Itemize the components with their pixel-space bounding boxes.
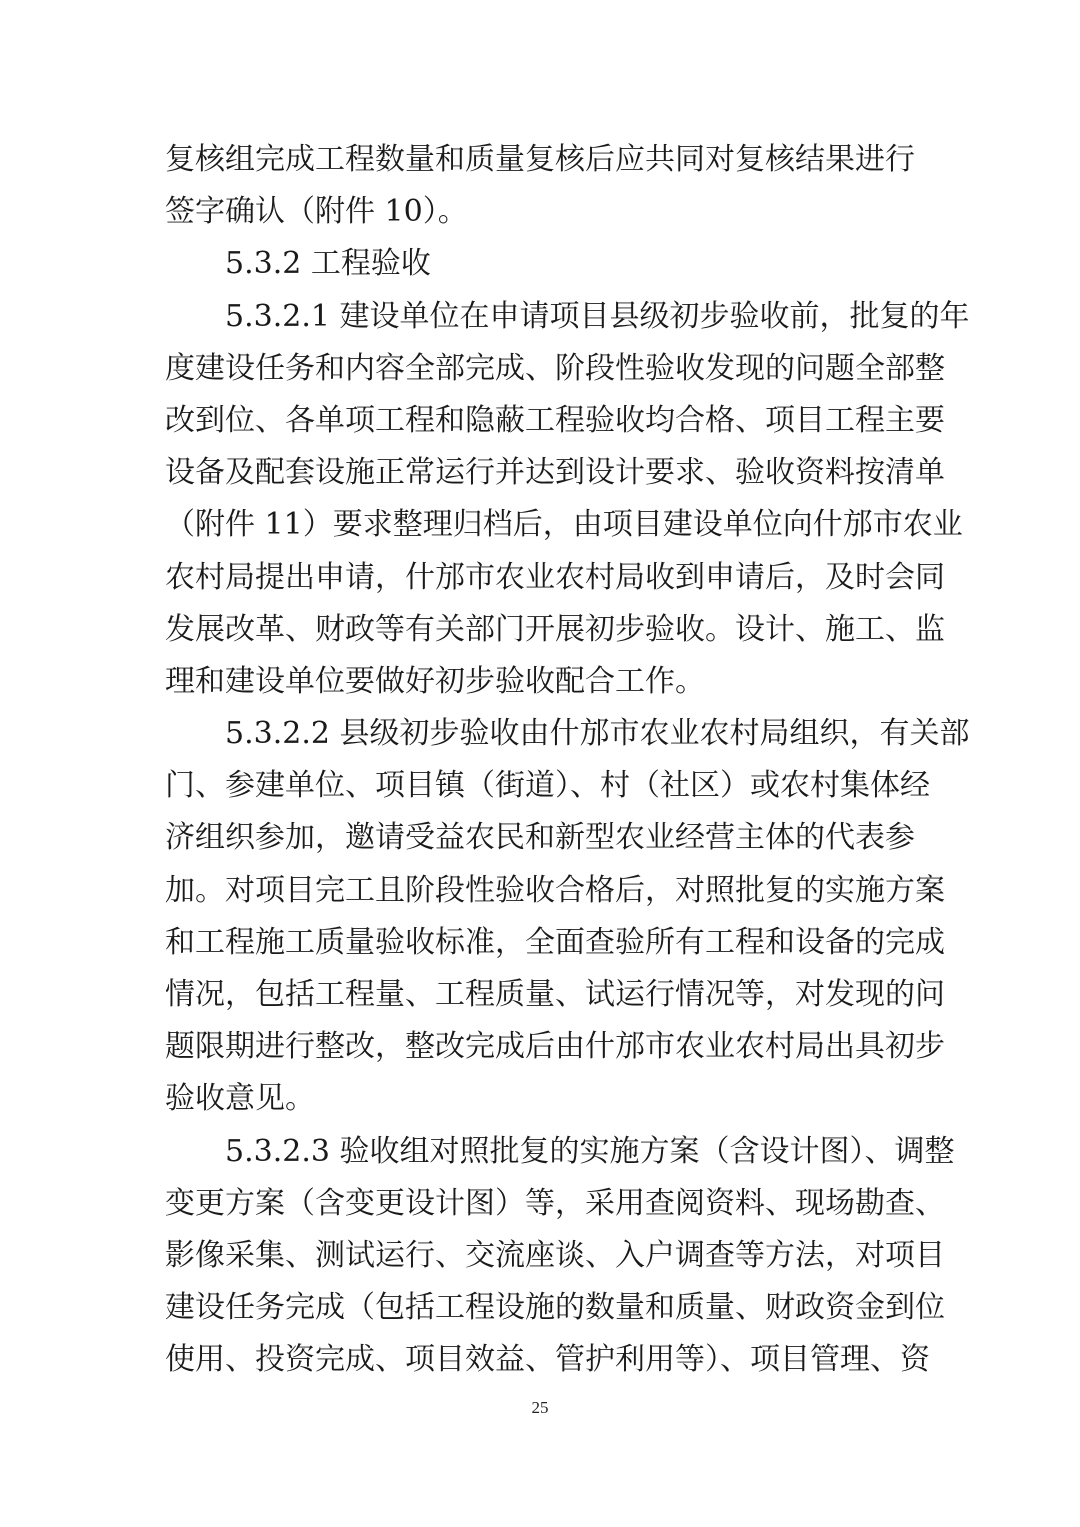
text-line: 5.3.2.1 建设单位在申请项目县级初步验收前，批复的年 — [225, 298, 970, 334]
text-line: 加。对项目完工且阶段性验收合格后，对照批复的实施方案 — [165, 872, 945, 908]
text-line: 改到位、各单项工程和隐蔽工程验收均合格、项目工程主要 — [165, 402, 945, 438]
text-line: 情况，包括工程量、工程质量、试运行情况等，对发现的问 — [165, 977, 945, 1012]
text-line: 复核组完成工程数量和质量复核后应共同对复核结果进行 — [165, 142, 915, 177]
text-line: 门、参建单位、项目镇（街道）、村（社区）或农村集体经 — [165, 768, 930, 804]
text-line: 发展改革、财政等有关部门开展初步验收。设计、施工、监 — [165, 611, 945, 647]
text-line: 和工程施工质量验收标准，全面查验所有工程和设备的完成 — [165, 924, 945, 960]
text-line: 变更方案（含变更设计图）等，采用查阅资料、现场勘查、 — [165, 1185, 945, 1221]
section-heading: 5.3.2 工程验收 — [225, 246, 431, 282]
text-line: 5.3.2.3 验收组对照批复的实施方案（含设计图）、调整 — [225, 1133, 955, 1169]
text-line: 签字确认（附件 10）。 — [165, 194, 468, 230]
text-line: 题限期进行整改，整改完成后由什邡市农业农村局出具初步 — [165, 1029, 945, 1065]
text-line: 济组织参加，邀请受益农民和新型农业经营主体的代表参 — [165, 820, 915, 856]
text-line: （附件 11）要求整理归档后，由项目建设单位向什邡市农业 — [165, 507, 963, 543]
text-line: 设备及配套设施正常运行并达到设计要求、验收资料按清单 — [165, 455, 945, 491]
page-number: 25 — [531, 1398, 549, 1417]
text-line: 度建设任务和内容全部完成、阶段性验收发现的问题全部整 — [165, 350, 945, 386]
body-text — [165, 134, 970, 1387]
text-line: 5.3.2.2 县级初步验收由什邡市农业农村局组织，有关部 — [225, 716, 970, 752]
text-line: 理和建设单位要做好初步验收配合工作。 — [165, 663, 705, 699]
text-line: 使用、投资完成、项目效益、管护利用等）、项目管理、资 — [165, 1342, 930, 1378]
text-line: 验收意见。 — [165, 1081, 315, 1117]
text-line: 影像采集、测试运行、交流座谈、入户调查等方法，对项目 — [165, 1237, 945, 1273]
text-line: 建设任务完成（包括工程设施的数量和质量、财政资金到位 — [165, 1290, 945, 1326]
text-line: 农村局提出申请，什邡市农业农村局收到申请后，及时会同 — [165, 559, 945, 595]
